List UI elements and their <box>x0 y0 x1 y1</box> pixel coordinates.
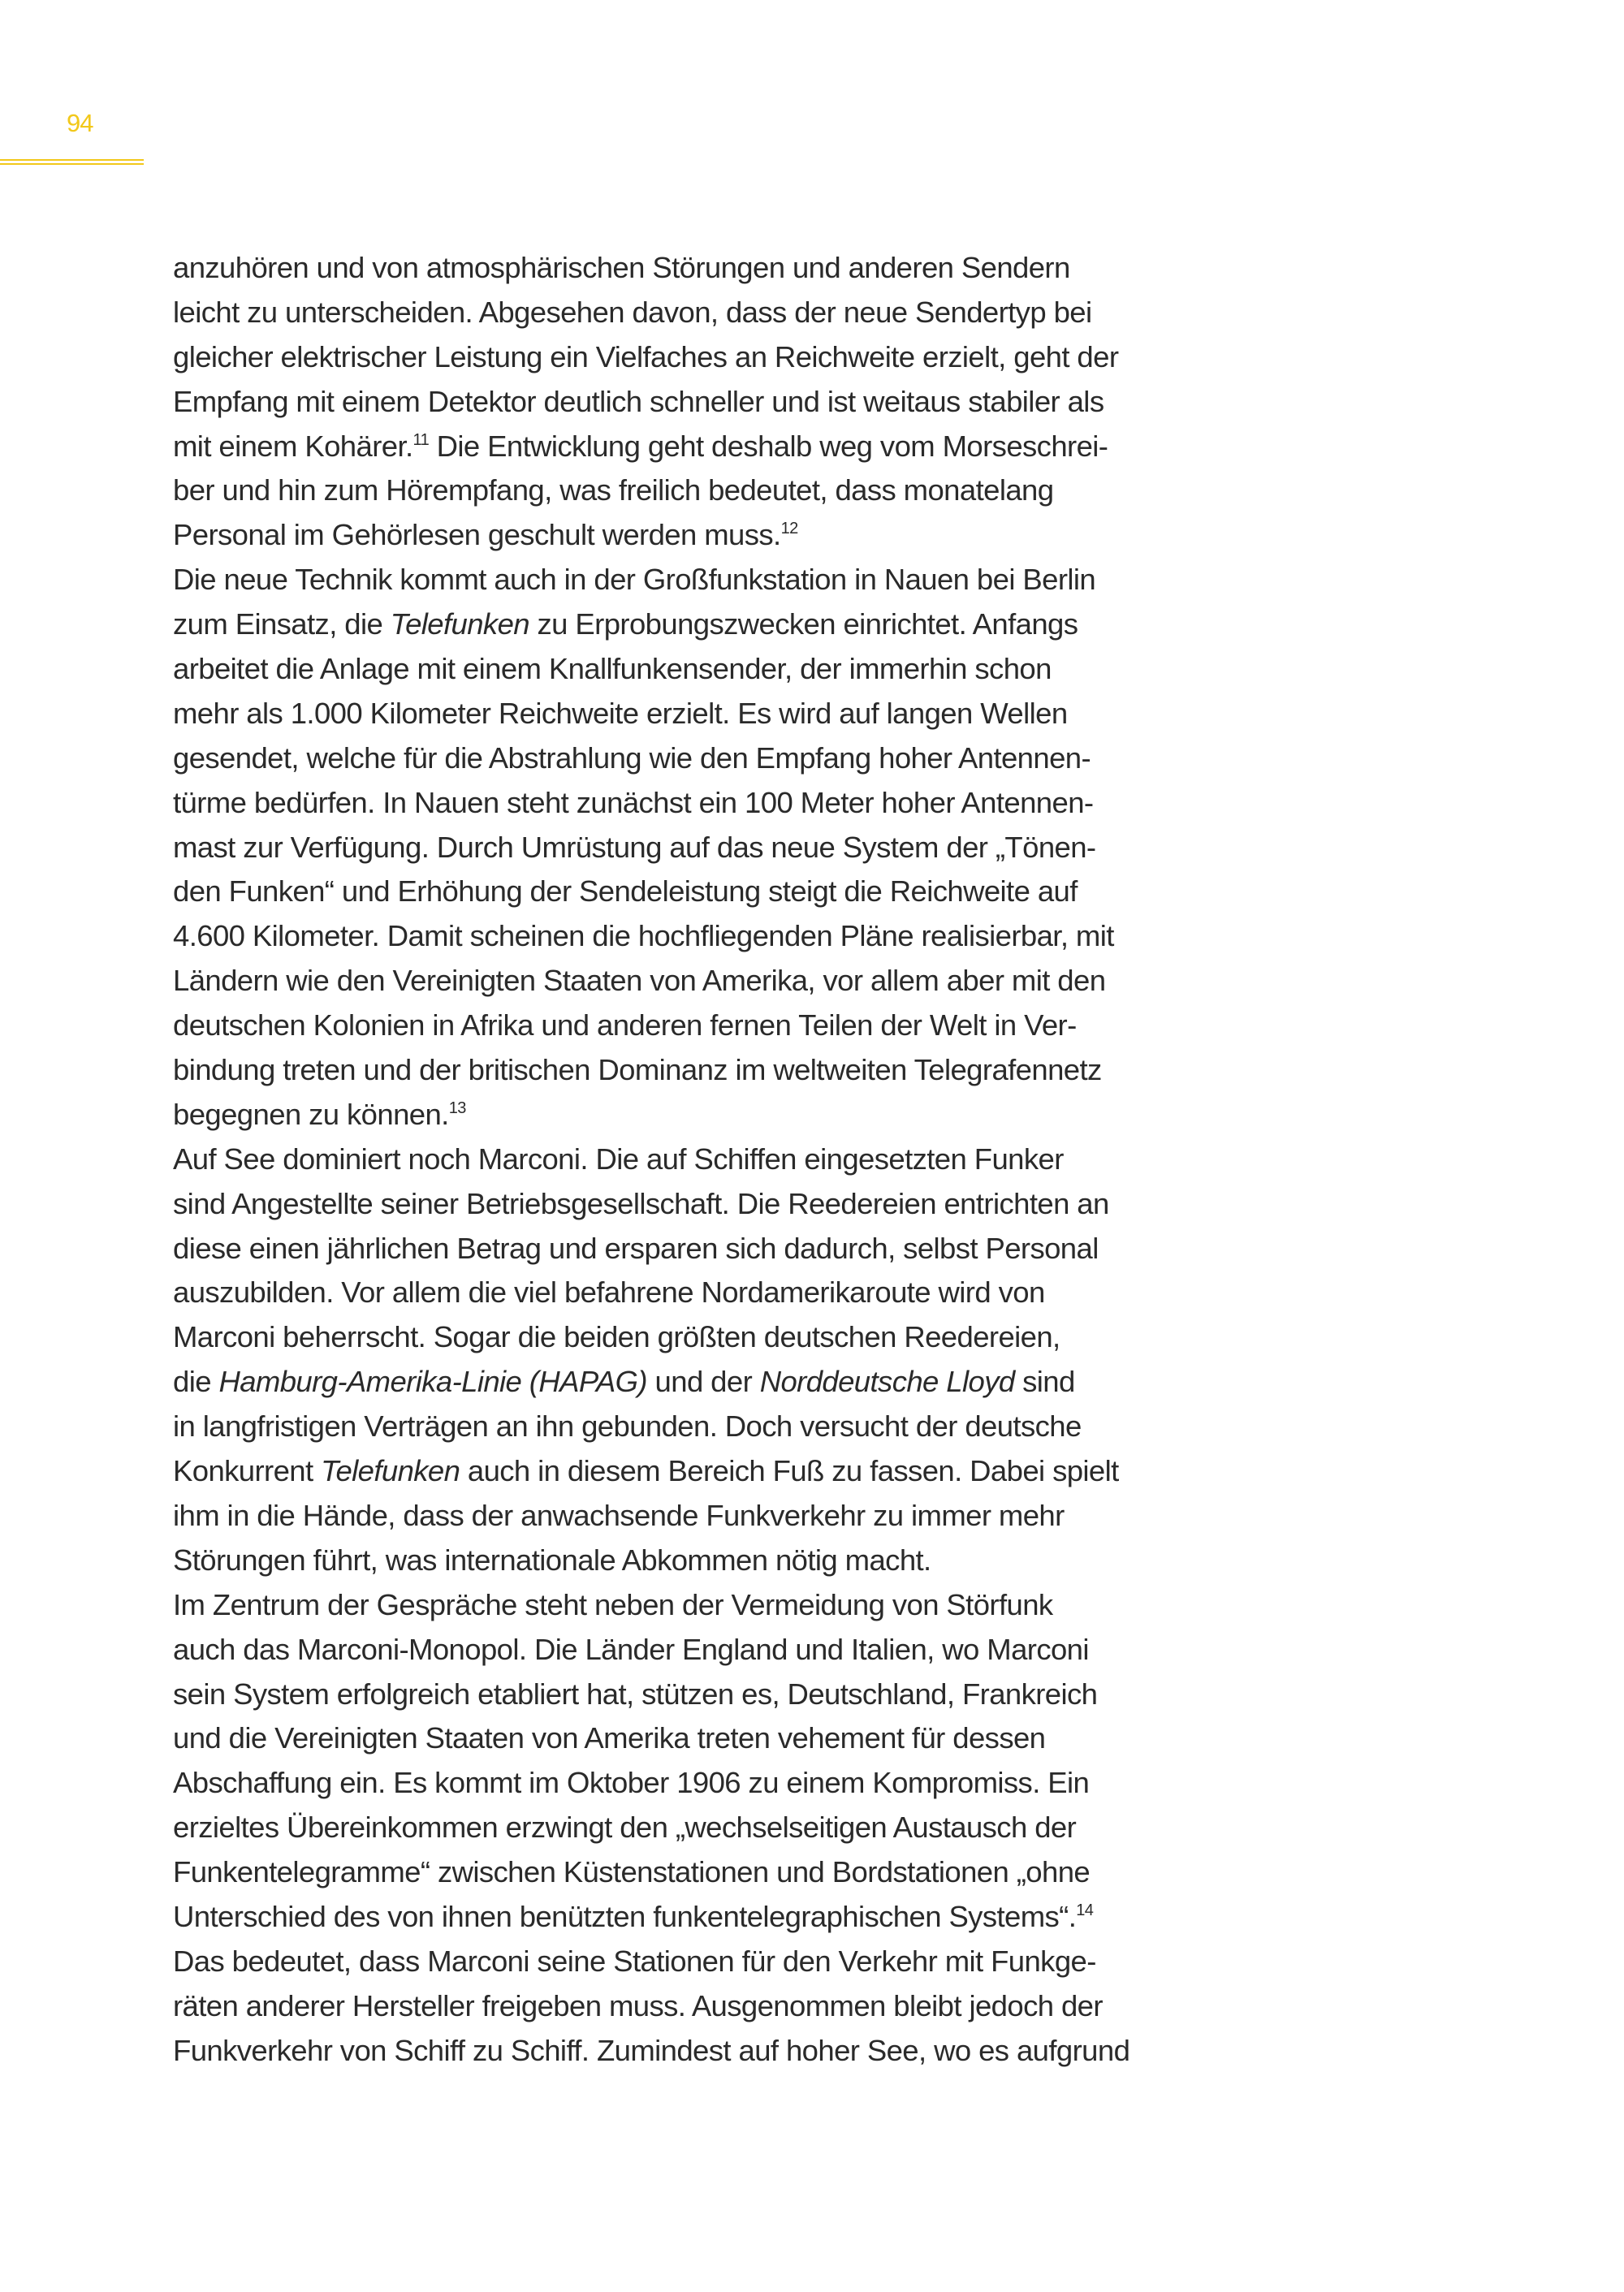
italic-text: Telefunken <box>390 607 529 641</box>
text-line <box>173 1449 1261 1494</box>
text-segment: gesendet, welche für die Abstrahlung wie den Empfang hoher Antennen- <box>173 740 1091 775</box>
text-segment: Abschaffung ein. Es kommt im Oktober 1906 zu einem Kompromiss. Ein <box>173 1766 1090 1800</box>
italic-text: Hamburg-Amerika-Linie (HAPAG) <box>218 1365 647 1399</box>
text-segment: 4.600 Kilometer. Damit scheinen die hochfliegenden Pläne realisierbar, mit <box>173 919 1114 953</box>
text-line <box>173 647 1261 692</box>
text-line <box>173 1850 1261 1895</box>
text-segment: und die Vereinigten Staaten von Amerika treten vehement für dessen <box>173 1721 1046 1755</box>
text-segment: türme bedürfen. In Nauen steht zunächst ein 100 Meter hoher Antennen- <box>173 785 1094 819</box>
text-line <box>173 1182 1261 1227</box>
text-segment: arbeitet die Anlage mit einem Knallfunkensender, der immerhin schon <box>173 652 1052 686</box>
text-segment: Im Zentrum der Gespräche steht neben der Vermeidung von Störfunk <box>173 1587 1053 1621</box>
text-segment: auch in diesem Bereich Fuß zu fassen. Dabei spielt <box>460 1454 1119 1488</box>
text-line <box>173 1673 1261 1717</box>
italic-text: Telefunken <box>321 1454 460 1488</box>
text-segment: Empfang mit einem Detektor deutlich schneller und ist weitaus stabiler als <box>173 384 1104 418</box>
text-line <box>173 1716 1261 1761</box>
text-segment: bindung treten und der britischen Dominanz im weltweiten Telegrafennetz <box>173 1053 1102 1087</box>
text-line <box>173 1093 1261 1137</box>
text-line <box>173 1583 1261 1628</box>
text-segment: begegnen zu können. <box>173 1097 449 1131</box>
text-line <box>173 1984 1261 2029</box>
footnote-reference: 11 <box>412 430 430 449</box>
text-segment: sind Angestellte seiner Betriebsgesellschaft. Die Reedereien entrichten an <box>173 1186 1109 1220</box>
text-line <box>173 736 1261 781</box>
text-line <box>173 291 1261 335</box>
text-line <box>173 1806 1261 1850</box>
text-segment: die <box>173 1365 219 1399</box>
text-segment: Funkverkehr von Schiff zu Schiff. Zumindest auf hoher See, wo es aufgrund <box>173 2033 1130 2067</box>
text-segment: Funkentelegramme“ zwischen Küstenstationen und Bordstationen „ohne <box>173 1855 1091 1889</box>
text-segment: ber und hin zum Hörempfang, was freilich bedeutet, dass monatelang <box>173 473 1054 507</box>
text-segment: mehr als 1.000 Kilometer Reichweite erzielt. Es wird auf langen Wellen <box>173 696 1068 730</box>
footnote-reference: 14 <box>1076 1901 1094 1919</box>
text-segment: auch das Marconi-Monopol. Die Länder England und Italien, wo Marconi <box>173 1632 1089 1666</box>
text-segment: ihm in die Hände, dass der anwachsende Funkverkehr zu immer mehr <box>173 1498 1065 1532</box>
text-segment: erzieltes Übereinkommen erzwingt den „wechselseitigen Austausch der <box>173 1811 1077 1845</box>
text-line <box>173 1940 1261 1984</box>
text-line <box>173 1895 1261 1940</box>
text-line <box>173 1048 1261 1093</box>
body-text <box>173 246 1261 2074</box>
text-line <box>173 692 1261 736</box>
text-segment: mit einem Kohärer. <box>173 429 413 463</box>
text-line <box>173 1227 1261 1271</box>
text-segment: diese einen jährlichen Betrag und ersparen sich dadurch, selbst Personal <box>173 1231 1099 1265</box>
text-line <box>173 959 1261 1004</box>
text-line <box>173 1271 1261 1315</box>
text-segment: Konkurrent <box>173 1454 322 1488</box>
text-line <box>173 425 1261 469</box>
text-segment: und der <box>647 1365 760 1399</box>
text-line <box>173 380 1261 425</box>
text-line <box>173 246 1261 291</box>
text-line <box>173 468 1261 513</box>
text-line <box>173 1761 1261 1806</box>
text-segment: Personal im Gehörlesen geschult werden muss. <box>173 518 781 552</box>
text-line <box>173 335 1261 380</box>
text-segment: anzuhören und von atmosphärischen Störungen und anderen Sendern <box>173 251 1070 284</box>
text-line <box>173 2029 1261 2074</box>
text-segment: auszubilden. Vor allem die viel befahrene Nordamerikaroute wird von <box>173 1275 1045 1310</box>
text-line <box>173 1494 1261 1539</box>
page-number: 94 <box>67 109 93 137</box>
text-segment: mast zur Verfügung. Durch Umrüstung auf das neue System der „Tönen- <box>173 830 1096 864</box>
text-line <box>173 826 1261 870</box>
text-segment: Auf See dominiert noch Marconi. Die auf Schiffen eingesetzten Funker <box>173 1142 1064 1176</box>
text-line <box>173 1315 1261 1360</box>
text-segment: Die Entwicklung geht deshalb weg vom Morseschrei- <box>429 429 1108 463</box>
footnote-reference: 13 <box>448 1099 466 1117</box>
text-segment: Ländern wie den Vereinigten Staaten von Amerika, vor allem aber mit den <box>173 964 1106 998</box>
text-line <box>173 1004 1261 1048</box>
text-line <box>173 1628 1261 1673</box>
header-rule-top <box>0 159 144 161</box>
text-line <box>173 1405 1261 1449</box>
text-line <box>173 914 1261 959</box>
text-segment: räten anderer Hersteller freigeben muss. Ausgenommen bleibt jedoch der <box>173 1988 1103 2022</box>
text-segment: leicht zu unterscheiden. Abgesehen davon, dass der neue Sendertyp bei <box>173 295 1092 329</box>
text-segment: Marconi beherrscht. Sogar die beiden größten deutschen Reedereien, <box>173 1320 1060 1354</box>
text-segment: zum Einsatz, die <box>173 607 391 641</box>
text-segment: Die neue Technik kommt auch in der Großfunkstation in Nauen bei Berlin <box>173 563 1096 597</box>
text-line <box>173 781 1261 826</box>
text-segment: Das bedeutet, dass Marconi seine Stationen für den Verkehr mit Funkge- <box>173 1944 1096 1978</box>
text-segment: deutschen Kolonien in Afrika und anderen fernen Teilen der Welt in Ver- <box>173 1008 1077 1042</box>
text-segment: in langfristigen Verträgen an ihn gebunden. Doch versucht der deutsche <box>173 1409 1082 1444</box>
text-segment: Störungen führt, was internationale Abkommen nötig macht. <box>173 1543 931 1577</box>
text-segment: den Funken“ und Erhöhung der Sendeleistung steigt die Reichweite auf <box>173 874 1078 909</box>
text-line <box>173 602 1261 647</box>
text-line <box>173 1360 1261 1405</box>
text-line <box>173 558 1261 602</box>
text-line <box>173 870 1261 914</box>
text-line <box>173 513 1261 558</box>
text-segment: zu Erprobungszwecken einrichtet. Anfangs <box>529 607 1078 641</box>
italic-text: Norddeutsche Lloyd <box>759 1365 1015 1399</box>
text-line <box>173 1539 1261 1583</box>
text-segment: sein System erfolgreich etabliert hat, stützen es, Deutschland, Frankreich <box>173 1677 1098 1711</box>
text-segment: gleicher elektrischer Leistung ein Vielfaches an Reichweite erzielt, geht der <box>173 339 1119 373</box>
header-rule-bottom <box>0 163 144 165</box>
text-segment: Unterschied des von ihnen benützten funkentelegraphischen Systems“. <box>173 1899 1077 1933</box>
footnote-reference: 12 <box>780 520 798 538</box>
text-segment: sind <box>1014 1365 1075 1399</box>
text-line <box>173 1137 1261 1182</box>
